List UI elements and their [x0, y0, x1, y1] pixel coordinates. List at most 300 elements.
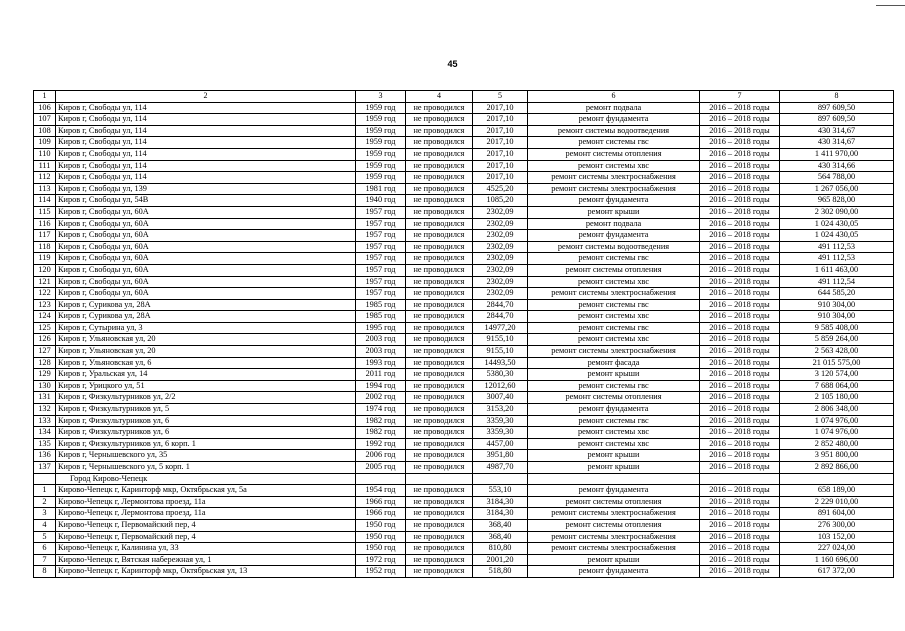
cell-address: Киров г, Свободы ул, 139: [56, 183, 356, 195]
cell-area: 2017,10: [473, 160, 528, 172]
cell-cost: 1 074 976,00: [780, 415, 894, 427]
table-row: [34, 357, 894, 369]
cell-period: 2016 – 2018 годы: [700, 241, 780, 253]
cell-area: 2302,09: [473, 276, 528, 288]
cell-area: 3153,20: [473, 404, 528, 416]
cell-build-year: 1972 год: [356, 554, 406, 566]
cell-address: Киров г, Физкультурников ул, 6 корп. 1: [56, 438, 356, 450]
cell-address: Киров г, Ульяновская ул, 20: [56, 334, 356, 346]
section-title: Город Кирово-Чепецк: [56, 473, 356, 485]
cell-build-year: 1982 год: [356, 427, 406, 439]
cell-cost: 430 314,67: [780, 137, 894, 149]
cell-work-type: ремонт системы электроснабжения: [528, 531, 700, 543]
cell-row-number: 130: [34, 380, 56, 392]
cell-cost: 910 304,00: [780, 311, 894, 323]
cell-address: Киров г, Свободы ул, 60А: [56, 241, 356, 253]
table-row: [34, 404, 894, 416]
cell-address: Киров г, Физкультурников ул, 2/2: [56, 392, 356, 404]
cell-address: Кирово-Чепецк г, Каринторф мкр, Октябрьская ул, 5а: [56, 485, 356, 497]
cell-address: Киров г, Свободы ул, 114: [56, 148, 356, 160]
cell-row-number: 127: [34, 346, 56, 358]
cell-area: 4457,00: [473, 438, 528, 450]
cell-address: Киров г, Сурикова ул, 28А: [56, 299, 356, 311]
cell-period: 2016 – 2018 годы: [700, 311, 780, 323]
cell-work-type: ремонт системы водоотведения: [528, 125, 700, 137]
cell-row-number: 5: [34, 531, 56, 543]
cell-address: Киров г, Физкультурников ул, 5: [56, 404, 356, 416]
cell-work-type: ремонт фундамента: [528, 485, 700, 497]
cell-period: 2016 – 2018 годы: [700, 322, 780, 334]
cell-last-repair: не проводился: [406, 380, 473, 392]
cell-last-repair: не проводился: [406, 554, 473, 566]
cell-row-number: 136: [34, 450, 56, 462]
cell-period: 2016 – 2018 годы: [700, 380, 780, 392]
cell-period: 2016 – 2018 годы: [700, 438, 780, 450]
cell-period: 2016 – 2018 годы: [700, 346, 780, 358]
cell-cost: 9 585 408,00: [780, 322, 894, 334]
cell-address: Киров г, Свободы ул, 114: [56, 102, 356, 114]
cell-last-repair: не проводился: [406, 322, 473, 334]
cell-row-number: 4: [34, 519, 56, 531]
cell-work-type: ремонт системы хвс: [528, 427, 700, 439]
cell-address: Киров г, Свободы ул, 60А: [56, 288, 356, 300]
cell-area: 2001,20: [473, 554, 528, 566]
cell-address: Киров г, Сурикова ул, 28А: [56, 311, 356, 323]
cell-row-number: 134: [34, 427, 56, 439]
cell-area: 2844,70: [473, 311, 528, 323]
cell-cost: 1 024 430,05: [780, 218, 894, 230]
table-row: [34, 230, 894, 242]
cell-address: Киров г, Сутырина ул, 3: [56, 322, 356, 334]
cell-period: 2016 – 2018 годы: [700, 415, 780, 427]
cell-work-type: ремонт крыши: [528, 554, 700, 566]
table-row: [34, 218, 894, 230]
table-row: [34, 299, 894, 311]
cell-address: Киров г, Физкультурников ул, 6: [56, 427, 356, 439]
cell-address: Кирово-Чепецк г, Калинина ул, 33: [56, 543, 356, 555]
cell-cost: 658 189,00: [780, 485, 894, 497]
cell-cost: 1 160 696,00: [780, 554, 894, 566]
cell-area: 12012,60: [473, 380, 528, 392]
cell-address: Кирово-Чепецк г, Лермонтова проезд, 11а: [56, 508, 356, 520]
cell-last-repair: не проводился: [406, 160, 473, 172]
cell-last-repair: не проводился: [406, 241, 473, 253]
table-row: [34, 288, 894, 300]
cell-work-type: ремонт системы отопления: [528, 496, 700, 508]
cell-area: 368,40: [473, 519, 528, 531]
cell-cost: 910 304,00: [780, 299, 894, 311]
cell-work-type: [528, 473, 700, 485]
cell-row-number: 124: [34, 311, 56, 323]
cell-last-repair: не проводился: [406, 311, 473, 323]
cell-period: 2016 – 2018 годы: [700, 218, 780, 230]
cell-cost: 2 105 180,00: [780, 392, 894, 404]
cell-last-repair: не проводился: [406, 195, 473, 207]
cell-period: 2016 – 2018 годы: [700, 450, 780, 462]
cell-work-type: ремонт системы отопления: [528, 519, 700, 531]
cell-address: Кирово-Чепецк г, Вятская набережная ул, 1: [56, 554, 356, 566]
column-header: 6: [528, 91, 700, 103]
table-row: [34, 427, 894, 439]
cell-cost: 227 024,00: [780, 543, 894, 555]
cell-area: 2017,10: [473, 148, 528, 160]
page-number: 45: [447, 59, 458, 69]
cell-period: 2016 – 2018 годы: [700, 299, 780, 311]
cell-address: Кирово-Чепецк г, Каринторф мкр, Октябрьская ул, 13: [56, 566, 356, 578]
cell-row-number: 133: [34, 415, 56, 427]
cell-period: 2016 – 2018 годы: [700, 114, 780, 126]
cell-row-number: 120: [34, 264, 56, 276]
cell-last-repair: не проводился: [406, 102, 473, 114]
cell-area: 3007,40: [473, 392, 528, 404]
cell-row-number: 119: [34, 253, 56, 265]
cell-address: Кирово-Чепецк г, Первомайский пер, 4: [56, 519, 356, 531]
cell-build-year: 1957 год: [356, 241, 406, 253]
cell-area: 553,10: [473, 485, 528, 497]
cell-area: 2302,09: [473, 206, 528, 218]
cell-area: [473, 473, 528, 485]
cell-period: 2016 – 2018 годы: [700, 160, 780, 172]
cell-cost: 897 609,50: [780, 102, 894, 114]
cell-build-year: 1959 год: [356, 125, 406, 137]
cell-period: 2016 – 2018 годы: [700, 137, 780, 149]
cell-row-number: 8: [34, 566, 56, 578]
cell-build-year: 1959 год: [356, 148, 406, 160]
cell-row-number: 106: [34, 102, 56, 114]
cell-cost: 2 806 348,00: [780, 404, 894, 416]
table-row: [34, 322, 894, 334]
cell-work-type: ремонт системы хвс: [528, 438, 700, 450]
cell-last-repair: не проводился: [406, 299, 473, 311]
cell-period: 2016 – 2018 годы: [700, 519, 780, 531]
cell-build-year: 2006 год: [356, 450, 406, 462]
cell-row-number: 118: [34, 241, 56, 253]
cell-address: Киров г, Свободы ул, 60А: [56, 206, 356, 218]
column-header: 4: [406, 91, 473, 103]
cell-area: 9155,10: [473, 346, 528, 358]
cell-build-year: 1954 год: [356, 485, 406, 497]
cell-cost: 276 300,00: [780, 519, 894, 531]
cell-build-year: 1957 год: [356, 230, 406, 242]
cell-period: 2016 – 2018 годы: [700, 531, 780, 543]
cell-address: Кирово-Чепецк г, Первомайский пер, 4: [56, 531, 356, 543]
cell-address: Киров г, Урицкого ул, 51: [56, 380, 356, 392]
cell-build-year: 1992 год: [356, 438, 406, 450]
cell-area: 14977,20: [473, 322, 528, 334]
cell-build-year: 1995 год: [356, 322, 406, 334]
table-row: [34, 392, 894, 404]
cell-address: Киров г, Свободы ул, 114: [56, 172, 356, 184]
table-body: [34, 91, 894, 578]
cell-period: 2016 – 2018 годы: [700, 392, 780, 404]
cell-period: 2016 – 2018 годы: [700, 462, 780, 474]
cell-area: 2017,10: [473, 172, 528, 184]
cell-address: Киров г, Свободы ул, 60А: [56, 230, 356, 242]
table-row: [34, 519, 894, 531]
table-row: [34, 172, 894, 184]
cell-address: Киров г, Ульяновская ул, 20: [56, 346, 356, 358]
cell-period: 2016 – 2018 годы: [700, 206, 780, 218]
cell-work-type: ремонт системы хвс: [528, 276, 700, 288]
cell-cost: 2 563 428,00: [780, 346, 894, 358]
table-row: [34, 195, 894, 207]
cell-row-number: 137: [34, 462, 56, 474]
cell-row-number: 114: [34, 195, 56, 207]
cell-work-type: ремонт фасада: [528, 357, 700, 369]
cell-period: 2016 – 2018 годы: [700, 485, 780, 497]
cell-period: 2016 – 2018 годы: [700, 264, 780, 276]
cell-area: 2302,09: [473, 264, 528, 276]
cell-last-repair: не проводился: [406, 496, 473, 508]
cell-row-number: 108: [34, 125, 56, 137]
cell-address: Киров г, Свободы ул, 114: [56, 114, 356, 126]
cell-build-year: 1981 год: [356, 183, 406, 195]
cell-cost: 3 120 574,00: [780, 369, 894, 381]
cell-work-type: ремонт системы хвс: [528, 334, 700, 346]
cell-cost: 1 074 976,00: [780, 427, 894, 439]
cell-cost: 2 892 866,00: [780, 462, 894, 474]
cell-address: Киров г, Свободы ул, 60А: [56, 276, 356, 288]
cell-last-repair: не проводился: [406, 450, 473, 462]
cell-period: 2016 – 2018 годы: [700, 125, 780, 137]
table-row: [34, 206, 894, 218]
cell-row-number: 3: [34, 508, 56, 520]
cell-area: 3359,30: [473, 427, 528, 439]
cell-cost: 897 609,50: [780, 114, 894, 126]
cell-row-number: 2: [34, 496, 56, 508]
table-row: [34, 311, 894, 323]
cell-build-year: 1982 год: [356, 415, 406, 427]
cell-work-type: ремонт крыши: [528, 462, 700, 474]
cell-work-type: ремонт подвала: [528, 218, 700, 230]
cell-work-type: ремонт фундамента: [528, 195, 700, 207]
cell-row-number: [34, 473, 56, 485]
cell-last-repair: не проводился: [406, 230, 473, 242]
table-row: [34, 114, 894, 126]
column-header: 8: [780, 91, 894, 103]
cell-row-number: 115: [34, 206, 56, 218]
cell-period: 2016 – 2018 годы: [700, 253, 780, 265]
cell-row-number: 123: [34, 299, 56, 311]
cell-period: 2016 – 2018 годы: [700, 183, 780, 195]
cell-work-type: ремонт системы гвс: [528, 415, 700, 427]
cell-row-number: 122: [34, 288, 56, 300]
cell-area: 2302,09: [473, 253, 528, 265]
cell-last-repair: не проводился: [406, 519, 473, 531]
table-row: [34, 276, 894, 288]
cell-area: 4525,20: [473, 183, 528, 195]
cell-area: 2302,09: [473, 230, 528, 242]
cell-cost: 491 112,53: [780, 241, 894, 253]
cell-build-year: 1959 год: [356, 114, 406, 126]
cell-row-number: 111: [34, 160, 56, 172]
cell-area: 3184,30: [473, 496, 528, 508]
table-row: [34, 485, 894, 497]
cell-period: 2016 – 2018 годы: [700, 334, 780, 346]
cell-period: 2016 – 2018 годы: [700, 357, 780, 369]
cell-row-number: 107: [34, 114, 56, 126]
cell-address: Киров г, Чернышевского ул, 35: [56, 450, 356, 462]
cell-last-repair: [406, 473, 473, 485]
cell-cost: 617 372,00: [780, 566, 894, 578]
cell-period: 2016 – 2018 годы: [700, 172, 780, 184]
cell-work-type: ремонт системы гвс: [528, 322, 700, 334]
cell-work-type: ремонт фундамента: [528, 230, 700, 242]
cell-work-type: ремонт системы гвс: [528, 299, 700, 311]
cell-cost: 2 229 010,00: [780, 496, 894, 508]
column-header: 2: [56, 91, 356, 103]
cell-work-type: ремонт системы отопления: [528, 392, 700, 404]
cell-cost: 430 314,67: [780, 125, 894, 137]
cell-work-type: ремонт системы электроснабжения: [528, 543, 700, 555]
cell-last-repair: не проводился: [406, 114, 473, 126]
cell-address: Киров г, Свободы ул, 60А: [56, 264, 356, 276]
cell-period: 2016 – 2018 годы: [700, 543, 780, 555]
cell-build-year: 1966 год: [356, 508, 406, 520]
cell-cost: 2 852 480,00: [780, 438, 894, 450]
cell-build-year: 1957 год: [356, 253, 406, 265]
cell-row-number: 6: [34, 543, 56, 555]
cell-last-repair: не проводился: [406, 183, 473, 195]
cell-work-type: ремонт системы электроснабжения: [528, 508, 700, 520]
cell-row-number: 131: [34, 392, 56, 404]
cell-build-year: 1966 год: [356, 496, 406, 508]
column-header: 3: [356, 91, 406, 103]
cell-cost: 5 859 264,00: [780, 334, 894, 346]
cell-work-type: ремонт крыши: [528, 206, 700, 218]
cell-work-type: ремонт системы отопления: [528, 264, 700, 276]
cell-build-year: 1959 год: [356, 102, 406, 114]
cell-build-year: 1957 год: [356, 276, 406, 288]
cell-last-repair: не проводился: [406, 172, 473, 184]
table-row: [34, 450, 894, 462]
cell-build-year: 1974 год: [356, 404, 406, 416]
cell-area: 2017,10: [473, 137, 528, 149]
table-row: [34, 264, 894, 276]
cell-period: 2016 – 2018 годы: [700, 554, 780, 566]
cell-cost: 1 411 970,00: [780, 148, 894, 160]
table-row: [34, 566, 894, 578]
column-header: 1: [34, 91, 56, 103]
cell-last-repair: не проводился: [406, 369, 473, 381]
cell-work-type: ремонт системы гвс: [528, 380, 700, 392]
cell-row-number: 112: [34, 172, 56, 184]
table-row: [34, 241, 894, 253]
cell-area: 518,80: [473, 566, 528, 578]
cell-build-year: 1957 год: [356, 206, 406, 218]
cell-period: 2016 – 2018 годы: [700, 148, 780, 160]
cell-build-year: 1959 год: [356, 137, 406, 149]
table-row: [34, 334, 894, 346]
cell-area: 9155,10: [473, 334, 528, 346]
top-edge-line: [876, 5, 905, 6]
cell-last-repair: не проводился: [406, 531, 473, 543]
cell-cost: 3 951 800,00: [780, 450, 894, 462]
cell-work-type: ремонт системы электроснабжения: [528, 183, 700, 195]
table-row: [34, 380, 894, 392]
cell-last-repair: не проводился: [406, 508, 473, 520]
table-row: [34, 415, 894, 427]
cell-build-year: 1940 год: [356, 195, 406, 207]
cell-address: Киров г, Свободы ул, 60А: [56, 253, 356, 265]
cell-build-year: 2005 год: [356, 462, 406, 474]
cell-build-year: 1959 год: [356, 172, 406, 184]
cell-period: 2016 – 2018 годы: [700, 427, 780, 439]
cell-address: Киров г, Свободы ул, 60А: [56, 218, 356, 230]
cell-row-number: 129: [34, 369, 56, 381]
cell-last-repair: не проводился: [406, 334, 473, 346]
cell-address: Киров г, Физкультурников ул, 6: [56, 415, 356, 427]
cell-cost: 491 112,54: [780, 276, 894, 288]
cell-area: 2017,10: [473, 125, 528, 137]
cell-row-number: 126: [34, 334, 56, 346]
cell-row-number: 113: [34, 183, 56, 195]
cell-row-number: 128: [34, 357, 56, 369]
cell-build-year: 1957 год: [356, 218, 406, 230]
cell-address: Киров г, Уральская ул, 14: [56, 369, 356, 381]
cell-address: Киров г, Свободы ул, 114: [56, 125, 356, 137]
cell-work-type: ремонт системы хвс: [528, 311, 700, 323]
cell-period: 2016 – 2018 годы: [700, 102, 780, 114]
cell-period: 2016 – 2018 годы: [700, 288, 780, 300]
table-row: [34, 253, 894, 265]
table-row: [34, 102, 894, 114]
cell-build-year: 2002 год: [356, 392, 406, 404]
cell-area: 3951,80: [473, 450, 528, 462]
cell-cost: 2 302 090,00: [780, 206, 894, 218]
cell-cost: 1 024 430,05: [780, 230, 894, 242]
cell-cost: 491 112,53: [780, 253, 894, 265]
cell-period: 2016 – 2018 годы: [700, 508, 780, 520]
column-header: 5: [473, 91, 528, 103]
cell-row-number: 109: [34, 137, 56, 149]
cell-last-repair: не проводился: [406, 346, 473, 358]
table-row: [34, 462, 894, 474]
cell-last-repair: не проводился: [406, 137, 473, 149]
table-row: [34, 531, 894, 543]
cell-row-number: 135: [34, 438, 56, 450]
cell-work-type: ремонт фундамента: [528, 404, 700, 416]
cell-work-type: ремонт фундамента: [528, 114, 700, 126]
cell-last-repair: не проводился: [406, 462, 473, 474]
cell-row-number: 125: [34, 322, 56, 334]
cell-cost: 103 152,00: [780, 531, 894, 543]
cell-period: 2016 – 2018 годы: [700, 369, 780, 381]
cell-area: 2302,09: [473, 218, 528, 230]
cell-period: [700, 473, 780, 485]
cell-area: 3359,30: [473, 415, 528, 427]
cell-area: 14493,50: [473, 357, 528, 369]
cell-work-type: ремонт системы отопления: [528, 148, 700, 160]
repair-schedule-table: [33, 90, 894, 578]
cell-last-repair: не проводился: [406, 357, 473, 369]
cell-last-repair: не проводился: [406, 253, 473, 265]
cell-cost: 1 267 056,00: [780, 183, 894, 195]
table-row: [34, 554, 894, 566]
cell-area: 2017,10: [473, 114, 528, 126]
cell-area: 4987,70: [473, 462, 528, 474]
cell-cost: [780, 473, 894, 485]
cell-cost: 1 611 463,00: [780, 264, 894, 276]
table-row: [34, 496, 894, 508]
header-row: [34, 91, 894, 103]
cell-cost: 965 828,00: [780, 195, 894, 207]
cell-cost: 430 314,66: [780, 160, 894, 172]
cell-work-type: ремонт системы хвс: [528, 160, 700, 172]
table-row: [34, 137, 894, 149]
cell-work-type: ремонт крыши: [528, 369, 700, 381]
cell-build-year: 2003 год: [356, 334, 406, 346]
